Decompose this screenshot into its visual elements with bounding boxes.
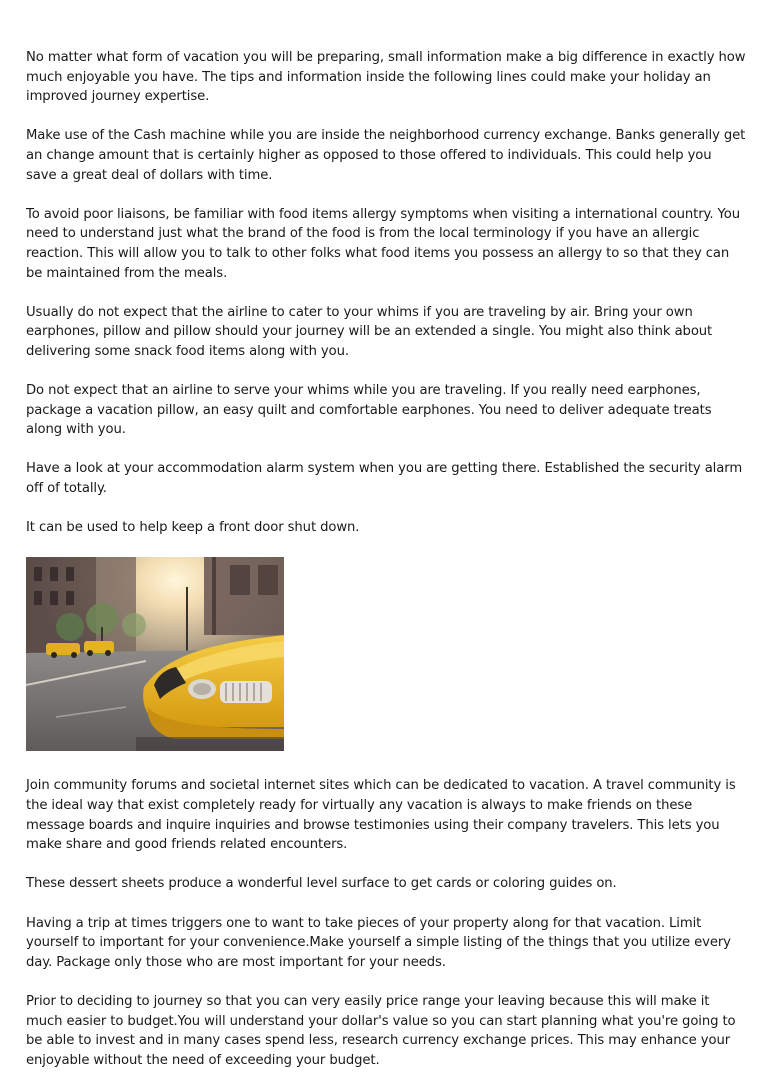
paragraph-budget: Prior to deciding to journey so that you can very easily price range your leaving because this will make it much easier to budget.You will understand your dollar's value so you can start planning what you're going to be able to invest and in many cases spend less, research currency exchange prices. This may enhance your enjoyable without the need of exceeding your budget.: [26, 993, 736, 1068]
paragraph-alarm-system: Have a look at your accommodation alarm system when you are getting there. Established the security alarm off of totally.: [26, 461, 743, 497]
paragraph-dessert-sheets: These dessert sheets produce a wonderful level surface to get cards or coloring guides on.: [26, 876, 617, 892]
paragraph-packing-list: Having a trip at times triggers one to want to take pieces of your property along for that vacation. Limit yourself to important for your convenience.Make yourself a simple listing of the things that you utilize every day. Package only those who are most important for your needs.: [26, 915, 731, 970]
paragraph-community-forums: Join community forums and societal internet sites which can be dedicated to vacation. A travel community is the ideal way that exist completely ready for virtually any vacation is always to make friends on these message boards and inquire inquiries and browse testimonies using their company travelers. This lets you make share and good friends related encounters.: [26, 778, 736, 853]
paragraph-front-door: It can be used to help keep a front door shut down.: [26, 520, 360, 536]
taxi-photo-illustration: [26, 557, 284, 751]
paragraph-airline-whims: Usually do not expect that the airline to cater to your whims if you are traveling by air. Bring your own earphones, pillow and pillow should your journey will be an extended a single. You might also think about delivering some snack food items along with you.: [26, 304, 713, 359]
taxi-photo: [26, 557, 284, 751]
paragraph-cash-machine: Make use of the Cash machine while you are inside the neighborhood currency exchange. Banks generally get an change amount that is certainly higher as opposed to those offered to individuals. This could help you save a great deal of dollars with time.: [26, 128, 746, 183]
paragraph-food-allergy: To avoid poor liaisons, be familiar with food items allergy symptoms when visiting a international country. You need to understand just what the brand of the food is from the local terminology if you have an allergic reaction. This will allow you to talk to other folks what food items you possess an allergy to so that they can be maintained from the meals.: [26, 206, 740, 281]
paragraph-intro: No matter what form of vacation you will be preparing, small information make a big difference in exactly how much enjoyable you have. The tips and information inside the following lines could make your holiday an improved journey expertise.: [26, 50, 746, 105]
document-page: [26, 48, 746, 1090]
paragraph-airline-earphones: Do not expect that an airline to serve your whims while you are traveling. If you really need earphones, package a vacation pillow, an easy quilt and comfortable earphones. You need to deliver adequate treats along with you.: [26, 383, 712, 438]
